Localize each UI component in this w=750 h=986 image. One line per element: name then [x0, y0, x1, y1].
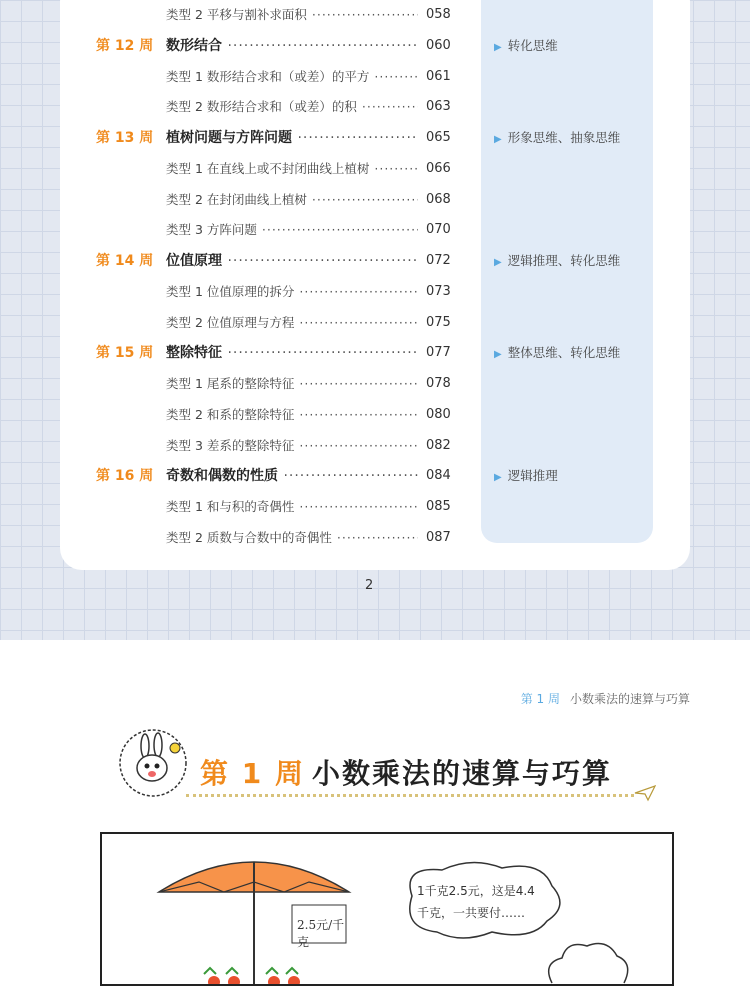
- bunny-mascot-icon: [118, 728, 188, 798]
- toc-week-label: 第 14 周: [96, 253, 154, 269]
- toc-entry: [0, 125, 750, 151]
- toc-page-number: 065: [426, 130, 451, 145]
- chapter-title: 小数乘法的速算与巧算: [312, 757, 613, 790]
- triangle-marker-icon: ▶: [494, 349, 502, 361]
- toc-subentry: [0, 433, 750, 459]
- thinking-skill-text: 逻辑推理: [507, 468, 558, 484]
- thinking-skill-text: 转化思维: [507, 37, 558, 53]
- toc-page-number: 063: [426, 99, 451, 115]
- toc-page-number: 061: [426, 68, 451, 84]
- toc-title: 类型 2 位值原理与方程 ·····: [166, 310, 418, 336]
- toc-page-number: 072: [426, 253, 451, 268]
- running-header: [0, 690, 690, 707]
- toc-entry: [0, 248, 750, 274]
- toc-title: 类型 1 位值原理的拆分 ·····: [166, 279, 418, 305]
- toc-page-number: 078: [426, 376, 451, 391]
- toc-title: 植树问题与方阵问题 ·····: [166, 125, 418, 151]
- toc-title: 奇数和偶数的性质 ·····: [166, 463, 418, 489]
- triangle-marker-icon: ▶: [494, 257, 502, 268]
- toc-subentry: [0, 217, 750, 243]
- toc-entry: [0, 340, 750, 366]
- thinking-skill: [494, 248, 620, 276]
- speech-bubble: [392, 856, 572, 946]
- thinking-skill: [494, 463, 558, 491]
- running-title: 小数乘法的速算与巧算: [569, 692, 690, 706]
- toc-week-label: 第 12 周: [96, 37, 154, 54]
- toc-title: 数形结合 ·····: [166, 33, 418, 59]
- price-tag: [291, 904, 347, 949]
- toc-subentry: [0, 187, 750, 213]
- toc-title: 类型 2 质数与合数中的奇偶性 ·····: [166, 525, 418, 551]
- toc-subentry: [0, 310, 750, 336]
- thinking-skill-text: 逻辑推理、转化思维: [507, 253, 621, 268]
- title-underline: [186, 794, 634, 797]
- toc-title: 类型 1 尾系的整除特征 ·····: [166, 371, 418, 397]
- paper-plane-icon: [634, 784, 656, 802]
- toc-page-number: 084: [426, 468, 451, 484]
- toc-title: 类型 2 和系的整除特征 ·····: [166, 402, 418, 428]
- speech-line-1: 1千克2.5元，这是4.4: [417, 884, 535, 898]
- toc-page-number: 068: [426, 191, 451, 207]
- toc-page-number: 085: [426, 499, 451, 514]
- chapter-week: 第 1 周: [200, 757, 305, 790]
- toc-page-number: 058: [426, 7, 451, 22]
- toc-page-number: 087: [426, 529, 451, 545]
- price-tag-text: 2.5元/千克: [297, 918, 345, 949]
- toc-subentry: [0, 156, 750, 182]
- triangle-marker-icon: ▶: [494, 41, 502, 53]
- toc-title: 类型 1 在直线上或不封闭曲线上植树 ·····: [166, 156, 418, 182]
- toc-page-number: 060: [426, 37, 451, 53]
- toc-title: 类型 1 和与积的奇偶性 ·····: [166, 494, 418, 520]
- toc-title: 类型 2 平移与割补求面积 ·····: [166, 2, 418, 28]
- triangle-marker-icon: ▶: [494, 134, 502, 145]
- page-number: 2: [365, 578, 374, 593]
- toc-page-number: 080: [426, 406, 451, 422]
- toc-title: 类型 3 差系的整除特征 ·····: [166, 433, 418, 459]
- thinking-skill: [494, 33, 558, 61]
- toc-subentry: [0, 64, 750, 90]
- toc-page-number: 066: [426, 160, 451, 176]
- toc-week-label: 第 15 周: [96, 345, 154, 362]
- toc-title: 类型 2 在封闭曲线上植树 ·····: [166, 187, 418, 213]
- thought-bubble-icon: [542, 938, 632, 986]
- toc-title: 整除特征 ·····: [166, 340, 418, 366]
- toc-title: 类型 1 数形结合求和（或差）的平方 ·····: [166, 64, 418, 90]
- toc-subentry: [0, 279, 750, 305]
- toc-subentry: [0, 494, 750, 520]
- toc-week-label: 第 16 周: [96, 468, 154, 485]
- toc-title: 类型 2 数形结合求和（或差）的积 ·····: [166, 94, 418, 120]
- toc-subentry: [0, 525, 750, 551]
- toc-page-number: 077: [426, 345, 451, 361]
- running-week: 第 1 周: [520, 692, 560, 706]
- toc-page-number: 070: [426, 222, 451, 238]
- toc-title: 位值原理 ·····: [166, 248, 418, 274]
- thinking-skill: [494, 125, 620, 153]
- toc-title: 类型 3 方阵问题 ·····: [166, 217, 418, 243]
- triangle-marker-icon: ▶: [494, 472, 502, 484]
- toc-subentry: [0, 2, 750, 28]
- toc-page-number: 073: [426, 283, 451, 299]
- thinking-skill-text: 整体思维、转化思维: [507, 345, 621, 361]
- toc-subentry: [0, 94, 750, 120]
- toc-subentry: [0, 402, 750, 428]
- toc-entry: [0, 33, 750, 59]
- speech-line-2: 千克，一共要付……: [417, 906, 526, 920]
- toc-entry: [0, 463, 750, 489]
- thinking-skill: [494, 340, 620, 368]
- thinking-skill-text: 形象思维、抽象思维: [507, 130, 621, 145]
- toc-week-label: 第 13 周: [96, 130, 154, 146]
- toc-page-number: 075: [426, 314, 451, 330]
- comic-panel: [100, 832, 674, 986]
- toc-page-number: 082: [426, 437, 451, 453]
- toc-subentry: [0, 371, 750, 397]
